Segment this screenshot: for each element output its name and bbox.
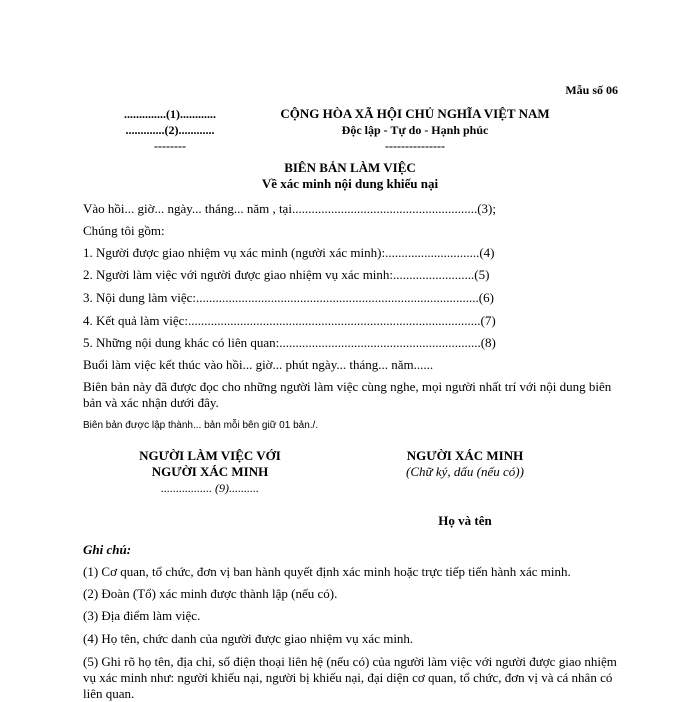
signature-left-title-1: NGƯỜI LÀM VIỆC VỚI <box>139 448 281 463</box>
item-verifier: 1. Người được giao nhiệm vụ xác minh (người xác minh):.............................(4) <box>83 245 495 260</box>
verification-team-line: .............(2)............ <box>125 123 215 137</box>
national-motto: Độc lập - Tự do - Hạnh phúc <box>341 123 489 137</box>
note-3: (3) Địa điểm làm việc. <box>83 608 201 623</box>
signature-right-hint: (Chữ ký, dấu (nếu có)) <box>406 464 524 479</box>
signature-left-line: ................. (9).......... <box>161 481 259 495</box>
read-confirmation: Biên bản này đã được đọc cho những người làm việc cùng nghe, mọi người nhất trí với nội dung biên bản và xác nhận dưới đây. <box>83 379 612 410</box>
note-1: (1) Cơ quan, tổ chức, đơn vị ban hành quyết định xác minh hoặc trực tiếp tiến hành xác minh. <box>83 564 571 579</box>
signature-right-name: Họ và tên <box>438 513 492 528</box>
issuing-agency-line: ..............(1)............ <box>124 107 216 121</box>
header-right-divider: --------------- <box>385 139 445 153</box>
participants-heading: Chúng tôi gồm: <box>83 223 165 238</box>
item-result: 4. Kết quả làm việc:..........................................................................................(7) <box>83 313 496 328</box>
item-counterpart: 2. Người làm việc với người được giao nhiệm vụ xác minh:.........................(5) <box>83 267 490 282</box>
note-4: (4) Họ tên, chức danh của người được giao nhiệm vụ xác minh. <box>83 631 414 646</box>
time-place-line: Vào hồi... giờ... ngày... tháng... năm , tại.........................................................(3); <box>83 201 496 216</box>
item-content: 3. Nội dung làm việc:.......................................................................................(6) <box>83 290 494 305</box>
header-left-divider: -------- <box>154 139 186 153</box>
document-title: BIÊN BẢN LÀM VIỆC <box>284 160 416 175</box>
end-time-line: Buổi làm việc kết thúc vào hồi... giờ... phút ngày... tháng... năm...... <box>83 357 434 372</box>
signature-right-title: NGƯỜI XÁC MINH <box>406 448 524 463</box>
form-number: Mẫu số 06 <box>565 83 618 97</box>
copies-note: Biên bản được lập thành... bản mỗi bên giữ 01 bản./. <box>83 420 319 431</box>
notes-heading: Ghi chú: <box>83 542 132 557</box>
national-title: CỘNG HÒA XÃ HỘI CHỦ NGHĨA VIỆT NAM <box>280 106 550 121</box>
note-5: (5) Ghi rõ họ tên, địa chỉ, số điện thoại liên hệ (nếu có) của người làm việc với người được giao nhiệm vụ xác minh như: người khiếu nại, người bị khiếu nại, đại diện cơ quan, tổ chức, đơn vị và cá nhân có liên quan. <box>83 654 617 701</box>
item-other: 5. Những nội dung khác có liên quan:..............................................................(8) <box>83 335 496 350</box>
note-2: (2) Đoàn (Tổ) xác minh được thành lập (nếu có). <box>83 586 338 601</box>
document-subtitle: Về xác minh nội dung khiếu nại <box>261 176 439 191</box>
signature-left-title-2: NGƯỜI XÁC MINH <box>151 464 269 479</box>
